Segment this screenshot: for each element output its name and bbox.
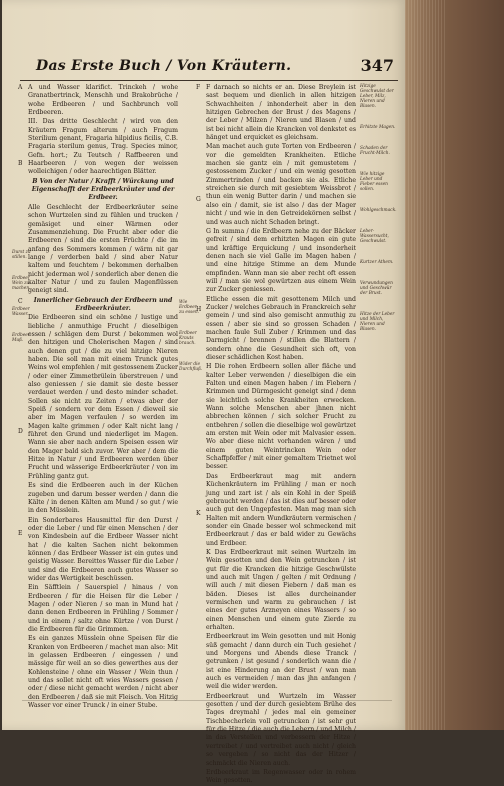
- margin-note: Leber-Wassersucht, Geschwulst.: [360, 229, 389, 244]
- page-title: Das Erste Buch / Von Kräutern.: [36, 58, 292, 74]
- paragraph: Erdbeerkraut im Regenwasser oder in rohem Wein gesotten.: [206, 768, 356, 785]
- paragraph: H Die rohen Erdbeern sollen aller fläche und kalter Leber verwenden / dieselbigen die ein Falten und einen Magen haben / im Fiebern / Krimmen und Dürmgesicht geneigt sind / denn sie leichtlich solche Krankheiten erwecken. Wann solche Menschen aber jhnen nicht abbrechen können / sich solcher Frucht zu entbehren / sollen die dieselbige wol gewürtzet am ersten mit Wein oder mit Malvasier essen. Wo aber diese nicht vorhanden wären / und einem guten Weintrincken Wein oder Schaffpfeffer / mit einer gemaltem Trietnet wol besser.: [206, 363, 356, 471]
- paragraph: Man machet auch gute Torten von Erdbeeren / vor die gemeldten Krankheiten. Etliche machen sie gantz ein / mit gemustetem / gestossenem Zucker / und ein wenig gesotten Zimmertrinden / und backen sie als. Etliche streichen sie durch mit gesiebtem Weissbrot / thun ein wenig Butter darin / und machen sie also ein / damit, sie ist also / das der Mager nicht / und wie in den Getreidekörnen selbst / und was auch nicht Schaden bringt.: [206, 143, 356, 226]
- paragraph: Die Erdbeeren sind ein schöne / lustige und liebliche / anmuthige Frucht / dieselbigen essen / schlägen dem Durst / bekommen wol den hitzigen und Cholerischen Magen / sind auch denen gut / die zu viel hitzige Nieren haben. Die soll man mit einem Trunck gutes Weins wol empfehlen / mit gestossenem Zucker / oder einer Zimmetbrülein überstreuen / und also geniessen / sie damit sie deste besser verdauet werden / und desto minder schadet. Sollen sie nicht zu Zeiten / etwas aber der Speiß / sondern vor dem Essen / dieweil sie aber im Magen verfaulen / so werden im Magen kalte grimmen / oder Kalt nicht lang / führet den Grund und niederliget im Magen. Wann sie aber nach andern Speisen essen wir den Mager bald sich zuvor. Wer aber / dem die Hitze in Natur / und Erdbeeren werden über Frucht und wässerige Erdbeerkräuter / von im Frühling gantz gut.: [28, 314, 178, 480]
- section-marker: B: [18, 160, 23, 167]
- section-heading: Innerlicher Gebrauch der Erdbeern und Erdbeerkräuter.: [33, 296, 173, 312]
- margin-note: Erdbeer Krauts brauch.: [179, 331, 197, 346]
- paragraph: G In summa / die Erdbeern nehe zu der Bäcker gefreit / sind dem erhitzten Magen ein gute und kräftige Erquickung / und insonderheit denen nach sie viel Galle im Magen haben / und eine hitzige Stimme an dem Munde empfinden. Wann man sie aber recht oft essen will / man sie wol gewürtzen aus einem Wein zur Zucker geniessen.: [206, 227, 356, 294]
- section-marker: E: [18, 530, 23, 537]
- paragraph: Ein Sonderbares Hausmittel für den Durst / oder die Leber / und für einen Menschen / der von Kindesbein auf die Erdbeer Wasser nicht hat / die kalten Sachen nicht bekommen können / das Erdbeer Wasser ist ein gutes und geistig Wasser. Bereittes Wasser für die Leber / und sind die Erdbeeren auch gutes Wasser so wider das Wertigkeit beschüssen.: [28, 516, 178, 582]
- paragraph: Das Erdbeerkraut mag mit andern Küchenkräutern im Frühling / man er noch jung und zart ist / als ein Kohl in der Speiß gebraucht werden / das ist dies auf besser oder auch gut den Ungepfesten. Man mag man sich Halten mit andern Wundkräutern vermischen / sonder ein Gnade besser wol schmeckend mit Erdbeerkraut / das er bald wider zu Gewächs und Erdbeer.: [206, 472, 356, 547]
- section-marker: F: [196, 84, 201, 91]
- paragraph: Erdbeerkraut und Wurtzeln im Wasser gesotten / und der durch gesiebtem Brühe des Tages dreymahl / jedes mal ein gemeiner Tischbecherlein voll getruncken / ist sehr gut für die Hitze / die auch die Lebern / und Milch / in das Verstellen und verbessern der Hitze / vertreibet / und vertreibet auch nicht / gleich so vergeben / so nicht das der Hitzer / schmäckt die Nieren auch.: [206, 692, 356, 767]
- margin-note: Erdbeer Wein zu machen.: [12, 276, 31, 291]
- middle-margin-notes: [179, 300, 203, 388]
- header-rule: [20, 80, 398, 81]
- paragraph: Alle Geschlecht der Erdbeerkräuter seine schon Wurtzelen sind zu fühlen und trucken / gemäsiget und einer Wärmen oder Zusammenziehung. Die Frucht aber oder die Erdbeeren / sind die ersten Früchte / die im anfang des Sommers kommen / wärm nit gar lange / verderben bald / sind aber Natur kaltem und feuchtem / bekommen derhalben nicht jederman wol / sonderlich aber denen die kalter Natur / und zu faulen Magenflüssen geneigt sind.: [28, 203, 178, 295]
- paragraph: Es sind die Erdbeeren auch in der Küchen zugeben und darum besser werden / dann die Kälte / in denen Kälten am Mund / so gut / wie in den Müsslein.: [28, 482, 178, 515]
- section-marker: H: [196, 306, 202, 313]
- margin-note: Schaden der Frucht-Milch.: [360, 146, 390, 156]
- margin-note: Hitze der Leber und Milch, Nieren und Blasen.: [360, 312, 395, 332]
- section-marker: C: [18, 298, 23, 305]
- section-marker: G: [196, 196, 201, 203]
- paragraph: Ein Säfftlein / Sauerspiel / hinaus / von Erdbeeren / für die Heisen für die Leber / Magen / oder Nieren / so man in Mund hat / dann denen Erdbeeren in Frühling / Sommer / und in einem / saltz ohne Kürtze / von Durst / die Erdbeeren für die Grimmen.: [28, 584, 178, 633]
- margin-note: Verwundungen und Geschwür der Brust.: [360, 281, 393, 296]
- section-marker: D: [18, 428, 23, 435]
- paragraph: K Das Erdbeerkraut mit seinen Wurtzeln im Wein gesotten und den Wein getruncken / ist gut für die Krancken die hitzige Geschwülste und auch mit Ungen / gelten / mit Ordnung / will auch / mit diesen Fiebern / daß man es bäden. Dieses ist alles durcheinander vermischen und warm zu gebrauchen / ist eines der gutes Arzneyen eines Wassers / so einen Menschen und einem gute Zierde zu erhalten.: [206, 548, 356, 631]
- margin-note: Erdbeer Muß.: [12, 333, 30, 343]
- margin-note: Kurtzer Athem.: [360, 260, 394, 265]
- right-column: [206, 84, 356, 785]
- book-page: [2, 0, 407, 785]
- left-margin-notes: [12, 250, 36, 359]
- margin-note: Durst zu stillen.: [12, 250, 31, 260]
- section-marker: A: [18, 84, 23, 91]
- paragraph: F darnach so nichts er an. Diese Breylein ist sast bequem und dienlich in allen hitzigen Schwachheiten / inhonderheit aber in den hitzigen Gebrechen der Brust / des Magens / der Leber / Milzen / Nieren und Blasen / und ist bei nicht allein die Krancken vol denkstet es hänget und erquicket es gleichsam.: [206, 84, 356, 142]
- page-number: 347: [360, 56, 394, 75]
- paragraph: Erdbeerkraut im Wein gesotten und mit Honig süß gemacht / dann durch ein Tuch gesiehet / und Morgens und Abends diese Tranck / getrunken / ist gesund / sonderlich wann die / ist eine Hinderung an der Brust / wan man auch es vermeiden / man das jhn anfangen / weil die wider werden.: [206, 633, 356, 691]
- page-edge-texture: [405, 0, 445, 730]
- running-header: [16, 58, 398, 78]
- right-margin-notes: [360, 84, 396, 348]
- paragraph: Etliche essen die mit gesottenem Milch und Zucker / welches Gebrauch in Franckreich sehr gemein / und sind also gemischt anmuthig zu essen / aber sie sind so grossen Schaden / machen faule Sull Zuber / Krimmen und das Darmgicht / brennen / stillen die Blattern / sondern ohne die Gesundheit sich oft, von dieser schädlichen Kost haben.: [206, 295, 356, 361]
- margin-note: Wie Erdbeer zu essen.: [179, 300, 200, 315]
- page-bottom-shadow: [22, 700, 392, 701]
- paragraph: A und Wasser klarifict. Trinckeh / wohe Granatbertrinck, Menschh und Brakobrüche / wohe Erdbeeren / und Sachbrunch voll Erdbeeren.: [28, 84, 178, 117]
- section-marker: K: [196, 510, 201, 517]
- margin-note: Wie hitzige Leber und Fieber essen sollen.: [360, 172, 388, 192]
- paragraph: III. Das dritte Geschlecht / wird von den Kräutern Fragum alterum / auch Fragum Sterilium genant, Fragaria hilpidius ficilis, C.B. Fragaria sterilum genus, Trag. Species minor, Gefn. hort.; Zu Teutsch / Raffbeeren und Haarbeeren / von wegen der weissen wolleichigen / oder haarechtigen Blätter.: [28, 118, 178, 176]
- margin-note: Wohlgeschmack.: [360, 208, 397, 213]
- margin-note: Wider die Durchfluß.: [179, 362, 203, 372]
- margin-note: Erhitzte Magen.: [360, 125, 396, 130]
- left-column: [28, 84, 178, 710]
- margin-note: Erdbeer Wasser.: [12, 307, 30, 317]
- paragraph: Es ein ganzes Müsslein ohne Speisen für die Kranken von Erdbeeren / machet man also: Mit in gelassen Erdbeeren / eingessen / und mässige für weil an so dies gewerthes aus der Kohlensteine / ohne ein Wasser / Wein thun / und das sollet nicht oft wies Wassers gessen / oder / diese nicht gemacht werden / nicht aber den Erdbeeren / daß sie mit Fleisch. Von Hitzig Wasser vor einer Trunck / in einer Stube.: [28, 635, 178, 710]
- section-heading: B Von der Natur / Krafft / Würckung und Eigenschafft der Erdbeerkräuter und der Erdbeer.: [31, 177, 175, 202]
- margin-note: Hitzige Geschwulst der Leber, Milz, Nieren und Blasen.: [360, 84, 394, 109]
